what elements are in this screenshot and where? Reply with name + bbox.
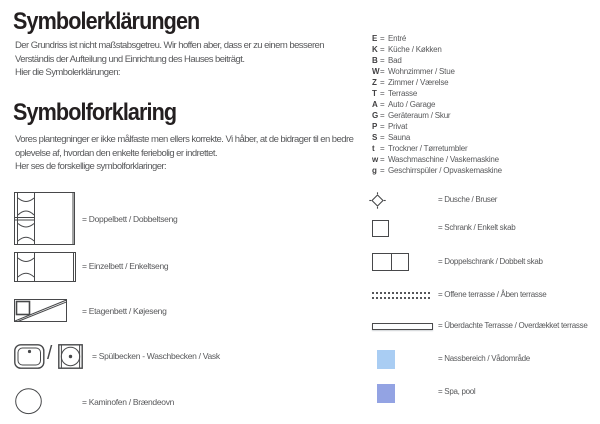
single-bed-label: = Einzelbett / Enkeltseng <box>82 261 169 271</box>
stove-icon <box>15 388 43 415</box>
letter-row-geschirrspueler <box>372 165 502 176</box>
wet-area-label: = Nassbereich / Vådområde <box>438 354 530 363</box>
sink-round-icon <box>58 344 83 369</box>
equals-sign: = <box>380 166 385 175</box>
letter-desc: Auto / Garage <box>388 100 436 109</box>
letter-code: G <box>372 111 379 120</box>
cabinet-divider <box>391 254 392 270</box>
letter-desc: Geschirrspüler / Opvaskemaskine <box>388 166 502 175</box>
letter-row-trockner <box>372 143 502 154</box>
letter-row-entre <box>372 33 502 44</box>
letter-code: S <box>372 133 378 142</box>
intro-german-closing: Hier die Symbolerklärungen: <box>15 67 121 78</box>
letter-row-wohnzimmer <box>372 66 502 77</box>
letter-desc: Trockner / Tørretumbler <box>388 144 468 153</box>
equals-sign: = <box>380 78 385 87</box>
heading-german: Symbolerklärungen <box>13 8 200 35</box>
double-cabinet-label: = Doppelschrank / Dobbelt skab <box>438 257 543 266</box>
bunk-bed-icon <box>14 299 68 323</box>
equals-sign: = <box>380 56 385 65</box>
letter-code: W <box>372 67 380 76</box>
intro-danish-text: Vores plantegninger er ikke målfaste men ellers korrekte. Vi håber, at de bidrager til en bedre oplevelse af, hvordan den enkelte feriebolig er indrettet. <box>15 134 354 159</box>
single-bed-icon <box>14 252 76 282</box>
letter-desc: Waschmaschine / Vaskemaskine <box>388 155 499 164</box>
room-letter-list <box>372 33 502 176</box>
sink-rect-icon <box>14 344 45 369</box>
equals-sign: = <box>380 34 385 43</box>
equals-sign: = <box>380 45 385 54</box>
letter-desc: Zimmer / Værelse <box>388 78 449 87</box>
double-bed-icon <box>14 192 75 245</box>
letter-code: t <box>372 144 375 153</box>
equals-sign: = <box>380 111 385 120</box>
letter-desc: Entré <box>388 34 407 43</box>
equals-sign: = <box>380 133 385 142</box>
bunk-bed-label: = Etagenbett / Køjeseng <box>82 306 167 316</box>
letter-row-auto <box>372 99 502 110</box>
double-bed-label: = Doppelbett / Dobbeltseng <box>82 214 178 224</box>
sink-label: = Spülbecken - Waschbecken / Vask <box>92 351 220 361</box>
heading-danish: Symbolforklaring <box>13 99 177 126</box>
covered-terrace-icon <box>372 323 433 330</box>
letter-code: K <box>372 45 378 54</box>
intro-danish <box>15 133 367 174</box>
equals-sign: = <box>380 122 385 131</box>
letter-code: B <box>372 56 378 65</box>
letter-row-bad <box>372 55 502 66</box>
letter-row-zimmer <box>372 77 502 88</box>
letter-desc: Bad <box>388 56 402 65</box>
equals-sign: = <box>380 155 385 164</box>
letter-row-terrasse <box>372 88 502 99</box>
letter-desc: Wohnzimmer / Stue <box>388 67 455 76</box>
slash-separator: / <box>47 343 53 364</box>
intro-german-text: Der Grundriss ist nicht maßstabsgetreu. Wir hoffen aber, dass er zu einem besseren Verständis der Aufteilung und Einrichtung des Hauses beiträgt. <box>15 40 325 65</box>
letter-desc: Geräteraum / Skur <box>388 111 451 120</box>
letter-row-sauna <box>372 132 502 143</box>
letter-row-privat <box>372 121 502 132</box>
open-terrace-icon <box>372 292 430 299</box>
stove-label: = Kaminofen / Brændeovn <box>82 397 175 407</box>
double-cabinet-icon <box>372 253 409 271</box>
shower-icon <box>369 192 386 209</box>
open-terrace-label: = Offene terrasse / Åben terrasse <box>438 290 547 299</box>
wet-area-icon <box>377 350 395 369</box>
letter-code: T <box>372 89 377 98</box>
letter-desc: Küche / Køkken <box>388 45 442 54</box>
letter-desc: Sauna <box>388 133 411 142</box>
equals-sign: = <box>380 67 385 76</box>
letter-code: g <box>372 166 377 175</box>
letter-row-waschmaschine <box>372 154 502 165</box>
spa-pool-icon <box>377 384 395 403</box>
letter-row-kueche <box>372 44 502 55</box>
equals-sign: = <box>380 144 385 153</box>
letter-code: P <box>372 122 378 131</box>
single-cabinet-icon <box>372 220 389 237</box>
letter-row-geraeteraum <box>372 110 502 121</box>
single-cabinet-label: = Schrank / Enkelt skab <box>438 223 516 232</box>
equals-sign: = <box>380 100 385 109</box>
letter-desc: Terrasse <box>388 89 418 98</box>
intro-german <box>15 39 351 80</box>
letter-desc: Privat <box>388 122 408 131</box>
letter-code: A <box>372 100 378 109</box>
intro-danish-closing: Her ses de forskellige symbolforklaringer: <box>15 161 167 172</box>
letter-code: E <box>372 34 378 43</box>
shower-label: = Dusche / Bruser <box>438 195 498 204</box>
letter-code: Z <box>372 78 377 87</box>
spa-pool-label: = Spa, pool <box>438 387 476 396</box>
letter-code: w <box>372 155 379 164</box>
equals-sign: = <box>380 89 385 98</box>
covered-terrace-label: = Überdachte Terrasse / Overdækket terrasse <box>438 321 588 330</box>
